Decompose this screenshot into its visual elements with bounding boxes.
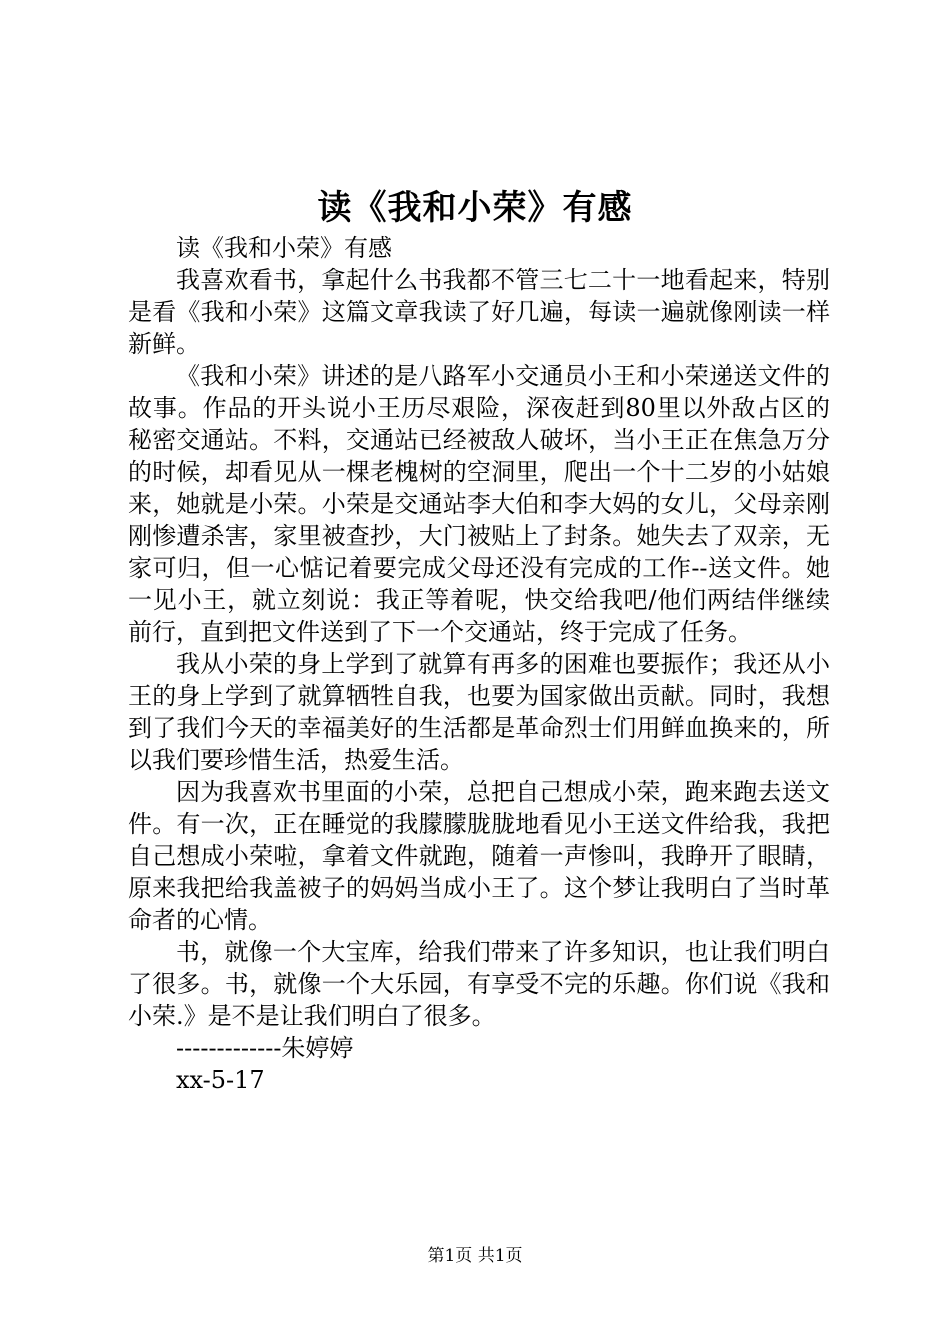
document-body bbox=[128, 232, 830, 1096]
document-title: 读《我和小荣》有感 bbox=[317, 188, 633, 228]
paragraph-4: 因为我喜欢书里面的小荣，总把自己想成小荣，跑来跑去送文件。有一次，正在睡觉的我朦朦胧胧地看见小王送文件给我，我把自己想成小荣啦，拿着文件就跑，随着一声惨叫，我睁开了眼睛，原来我把给我盖被子的妈妈当成小王了。这个梦让我明白了当时革命者的心情。 bbox=[128, 778, 830, 934]
paragraph-5: 书，就像一个大宝库，给我们带来了许多知识，也让我们明白了很多。书，就像一个大乐园，有享受不完的乐趣。你们说《我和小荣.》是不是让我们明白了很多。 bbox=[128, 938, 830, 1030]
document-date: xx-5-17 bbox=[176, 1066, 265, 1094]
paragraph-2: 《我和小荣》讲述的是八路军小交通员小王和小荣递送文件的故事。作品的开头说小王历尽艰险，深夜赶到80里以外敌占区的秘密交通站。不料，交通站已经被敌人破坏，当小王正在焦急万分的时候，却看见从一棵老槐树的空洞里，爬出一个十二岁的小姑娘来，她就是小荣。小荣是交通站李大伯和李大妈的女儿，父母亲刚刚惨遭杀害，家里被查抄，大门被贴上了封条。她失去了双亲，无家可归，但一心惦记着要完成父母还没有完成的工作--送文件。她一见小王，就立刻说：我正等着呢，快交给我吧/他们两结伴继续前行，直到把文件送到了下一个交通站，终于完成了任务。 bbox=[128, 362, 830, 646]
paragraph-3: 我从小荣的身上学到了就算有再多的困难也要振作；我还从小王的身上学到了就算牺牲自我，也要为国家做出贡献。同时，我想到了我们今天的幸福美好的生活都是革命烈士们用鲜血换来的，所以我们要珍惜生活，热爱生活。 bbox=[128, 650, 830, 774]
author-line: -------------朱婷婷 bbox=[176, 1034, 354, 1062]
document-subtitle: 读《我和小荣》有感 bbox=[176, 234, 392, 262]
page-footer: 第1页 共1页 bbox=[427, 1246, 523, 1266]
paragraph-1: 我喜欢看书，拿起什么书我都不管三七二十一地看起来，特别是看《我和小荣》这篇文章我读了好几遍，每读一遍就像刚读一样新鲜。 bbox=[128, 266, 830, 358]
